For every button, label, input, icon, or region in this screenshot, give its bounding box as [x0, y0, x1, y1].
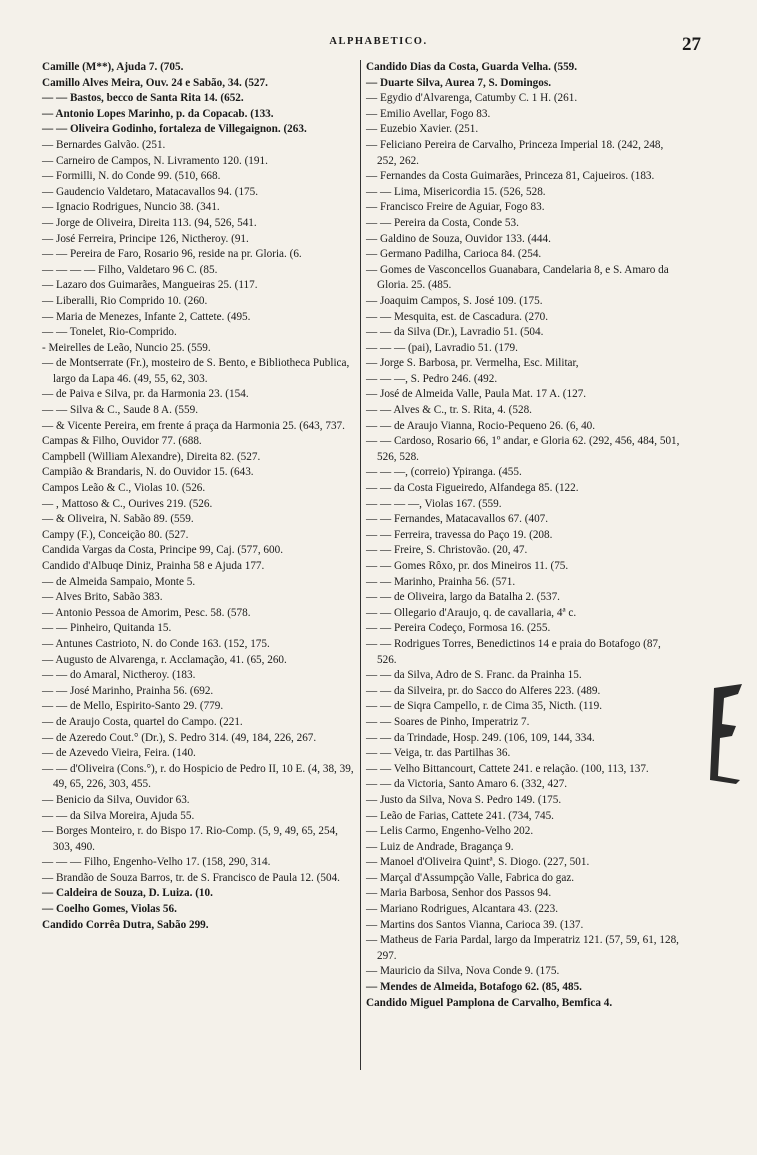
right-entry: — — Soares de Pinho, Imperatriz 7.: [366, 715, 530, 728]
left-entry: Campbell (William Alexandre), Direita 82. (527.: [42, 450, 261, 463]
right-entry: — — da Silva, Adro de S. Franc. da Prainha 15.: [366, 669, 582, 682]
right-entry: — Maria Barbosa, Senhor dos Passos 94.: [366, 887, 552, 900]
right-entry: — — de Araujo Vianna, Rocio-Pequeno 26. (6, 40.: [366, 419, 596, 432]
right-entry: — — Cardoso, Rosario 66, 1º andar, e Gloria 62. (292, 456, 484, 501, 526, 528.: [366, 435, 680, 463]
right-entry: — — da Trindade, Hosp. 249. (106, 109, 144, 334.: [366, 731, 595, 744]
left-entry: — , Mattoso & C., Ourives 219. (526.: [42, 497, 213, 510]
left-entry: Campy (F.), Conceição 80. (527.: [42, 528, 189, 541]
left-entry: — Antonio Pessoa de Amorim, Pesc. 58. (578.: [42, 606, 251, 619]
right-entry: — — Alves & C., tr. S. Rita, 4. (528.: [366, 404, 532, 417]
left-entry: — José Ferreira, Principe 126, Nictheroy. (91.: [42, 232, 249, 245]
left-entry: — — Tonelet, Rio-Comprido.: [42, 326, 177, 339]
running-title: ALPHABETICO.: [329, 36, 428, 47]
right-entry: — Mariano Rodrigues, Alcantara 43. (223.: [366, 903, 559, 916]
right-entry: — Galdino de Souza, Ouvidor 133. (444.: [366, 232, 551, 245]
right-entry: — Germano Padilha, Carioca 84. (254.: [366, 248, 542, 261]
left-entry: — de Azeredo Cout.° (Dr.), S. Pedro 314. (49, 184, 226, 267.: [42, 731, 317, 744]
left-entry: — — Pinheiro, Quitanda 15.: [42, 622, 172, 635]
left-entry: — & Vicente Pereira, em frente á praça da Harmonia 25. (643, 737.: [42, 419, 345, 432]
left-entry: — Formilli, N. do Conde 99. (510, 668.: [42, 170, 221, 183]
left-entry: — — do Amaral, Nictheroy. (183.: [42, 669, 196, 682]
left-entry: — de Montserrate (Fr.), mosteiro de S. Bento, e Bibliotheca Publica, largo da Lapa 46. (49, 55, 62, 303.: [42, 357, 350, 385]
left-entry: — Lazaro dos Guimarães, Mangueiras 25. (117.: [42, 279, 258, 292]
right-entry: — — da Silva (Dr.), Lavradio 51. (504.: [366, 326, 544, 339]
right-entry: — Francisco Freire de Aguiar, Fogo 83.: [366, 201, 545, 214]
page-number: 27: [682, 34, 701, 55]
right-entry: — Manoel d'Oliveira Quintª, S. Diogo. (227, 501.: [366, 856, 590, 869]
right-entry: — — Mesquita, est. de Cascadura. (270.: [366, 310, 549, 323]
right-entry: Candido Dias da Costa, Guarda Velha. (559.: [366, 61, 578, 73]
left-entry: — Coelho Gomes, Violas 56.: [42, 903, 177, 916]
left-entry: — Bernardes Galvão. (251.: [42, 138, 166, 151]
left-entry: — de Almeida Sampaio, Monte 5.: [42, 575, 196, 588]
left-entry: — Carneiro de Campos, N. Livramento 120. (191.: [42, 154, 268, 167]
right-entry: — Jorge S. Barbosa, pr. Vermelha, Esc. Militar,: [366, 357, 579, 370]
right-entry: — — da Costa Figueiredo, Alfandega 85. (122.: [366, 482, 579, 495]
left-entry: — Antonio Lopes Marinho, p. da Copacab. (133.: [42, 107, 274, 120]
right-entry: — Duarte Silva, Aurea 7, S. Domingos.: [366, 76, 552, 89]
right-entry: — — Velho Bittancourt, Cattete 241. e relação. (100, 113, 137.: [366, 762, 649, 775]
left-column: [42, 60, 358, 933]
left-entry: — Antunes Castrioto, N. do Conde 163. (152, 175.: [42, 637, 270, 650]
right-entry: — Euzebio Xavier. (251.: [366, 123, 479, 136]
right-entry: — Emilio Avellar, Fogo 83.: [366, 107, 491, 120]
left-entry: Campos Leão & C., Violas 10. (526.: [42, 482, 206, 495]
right-entry: — Feliciano Pereira de Carvalho, Princeza Imperial 18. (242, 248, 252, 262.: [366, 138, 664, 167]
left-entry: — — — Filho, Engenho-Velho 17. (158, 290, 314.: [42, 856, 271, 869]
left-entry: — Jorge de Oliveira, Direita 113. (94, 526, 541.: [42, 216, 257, 229]
right-entry: — — Rodrigues Torres, Benedictinos 14 e praia do Botafogo (87, 526.: [366, 637, 661, 666]
left-entry: — — da Silva Moreira, Ajuda 55.: [42, 809, 195, 822]
left-entry: — Liberalli, Rio Comprido 10. (260.: [42, 294, 208, 307]
left-entry: — Alves Brito, Sabão 383.: [42, 591, 163, 604]
right-entry: — — —, (correio) Ypiranga. (455.: [366, 466, 522, 479]
left-entry: — Gaudencio Valdetaro, Matacavallos 94. (175.: [42, 185, 259, 198]
left-entry: Campião & Brandaris, N. do Ouvidor 15. (643.: [42, 466, 254, 479]
right-entry: — — Pereira da Costa, Conde 53.: [366, 216, 519, 229]
right-entry: — Luiz de Andrade, Bragança 9.: [366, 840, 514, 853]
column-divider: [360, 60, 361, 1070]
left-entry: Camillo Alves Meira, Ouv. 24 e Sabão, 34. (527.: [42, 76, 268, 89]
left-entry: — — Oliveira Godinho, fortaleza de Villegaignon. (263.: [42, 123, 307, 136]
right-entry: — — —, S. Pedro 246. (492.: [366, 372, 498, 385]
page-header: [0, 34, 757, 54]
right-entry: — — Freire, S. Christovão. (20, 47.: [366, 544, 528, 557]
left-entry: — Caldeira de Souza, D. Luiza. (10.: [42, 887, 213, 900]
right-entry: Candido Miguel Pamplona de Carvalho, Bemfica 4.: [366, 996, 613, 1009]
right-entry: — — Pereira Codeço, Formosa 16. (255.: [366, 622, 551, 635]
right-entry: — Egydio d'Alvarenga, Catumby C. 1 H. (261.: [366, 92, 578, 105]
left-entry: Candida Vargas da Costa, Principe 99, Caj. (577, 600.: [42, 544, 284, 557]
left-entry: — Benicio da Silva, Ouvidor 63.: [42, 793, 190, 806]
right-entry: — — Marinho, Prainha 56. (571.: [366, 575, 516, 588]
right-entry: — — da Victoria, Santo Amaro 6. (332, 427.: [366, 778, 568, 791]
left-entry: — de Azevedo Vieira, Feira. (140.: [42, 747, 196, 760]
right-entry: — — Ferreira, travessa do Paço 19. (208.: [366, 528, 553, 541]
right-entry: — Mauricio da Silva, Nova Conde 9. (175.: [366, 965, 560, 978]
left-entry: — — Silva & C., Saude 8 A. (559.: [42, 404, 199, 417]
right-entry: — Martins dos Santos Vianna, Carioca 39. (137.: [366, 918, 584, 931]
right-column: [366, 60, 682, 1011]
right-entry: — — Fernandes, Matacavallos 67. (407.: [366, 513, 549, 526]
left-entry: — Borges Monteiro, r. do Bispo 17. Rio-Comp. (5, 9, 49, 65, 254, 303, 490.: [42, 825, 338, 853]
right-entry: — — Gomes Rôxo, pr. dos Mineiros 11. (75.: [366, 560, 569, 572]
left-entry: Camille (M**), Ajuda 7. (705.: [42, 61, 184, 73]
left-entry: — Brandão de Souza Barros, tr. de S. Francisco de Paula 12. (504.: [42, 871, 340, 884]
left-entry: — — Bastos, becco de Santa Rita 14. (652.: [42, 92, 244, 105]
page-clip-mark: [706, 684, 746, 784]
left-entry: Campas & Filho, Ouvidor 77. (688.: [42, 435, 202, 448]
right-entry: — Leão de Farias, Cattete 241. (734, 745.: [366, 809, 554, 822]
right-entry: — — de Oliveira, largo da Batalha 2. (537.: [366, 591, 560, 604]
right-entry: — Lelis Carmo, Engenho-Velho 202.: [366, 825, 534, 838]
left-entry: — — de Mello, Espirito-Santo 29. (779.: [42, 700, 224, 713]
right-entry: — — — —, Violas 167. (559.: [366, 497, 502, 510]
left-entry: — & Oliveira, N. Sabão 89. (559.: [42, 513, 194, 526]
right-entry: — Gomes de Vasconcellos Guanabara, Candelaria 8, e S. Amaro da Gloria. 25. (485.: [366, 263, 669, 292]
right-entry: — Mendes de Almeida, Botafogo 62. (85, 485.: [366, 981, 582, 994]
right-entry: — — Veiga, tr. das Partilhas 36.: [366, 747, 511, 760]
right-entry: — Joaquim Campos, S. José 109. (175.: [366, 294, 543, 307]
right-entry: — — da Silveira, pr. do Sacco do Alferes 223. (489.: [366, 684, 601, 697]
right-entry: — Fernandes da Costa Guimarães, Princeza 81, Cajueiros. (183.: [366, 170, 655, 183]
left-entry: — Maria de Menezes, Infante 2, Cattete. (495.: [42, 310, 251, 323]
right-entry: — — de Siqra Campello, r. de Cima 35, Nicth. (119.: [366, 700, 603, 713]
left-entry: Candido d'Albuqe Diniz, Prainha 58 e Ajuda 177.: [42, 560, 265, 572]
left-entry: — — — — Filho, Valdetaro 96 C. (85.: [42, 263, 218, 276]
left-entry: — — José Marinho, Prainha 56. (692.: [42, 684, 214, 697]
left-entry: — Ignacio Rodrigues, Nuncio 38. (341.: [42, 201, 220, 214]
left-entry: — — d'Oliveira (Cons.°), r. do Hospicio de Pedro II, 10 E. (4, 38, 39, 49, 65, 226, 303, 455.: [42, 762, 354, 791]
left-entry: Candido Corrêa Dutra, Sabão 299.: [42, 918, 209, 931]
right-entry: — Matheus de Faria Pardal, largo da Imperatriz 121. (57, 59, 61, 128, 297.: [366, 934, 679, 962]
right-entry: — José de Almeida Valle, Paula Mat. 17 A. (127.: [366, 388, 587, 401]
right-entry: — — Lima, Misericordia 15. (526, 528.: [366, 185, 546, 198]
right-entry: — — Ollegario d'Araujo, q. de cavallaria, 4ª c.: [366, 606, 577, 619]
left-entry: - Meirelles de Leão, Nuncio 25. (559.: [42, 341, 211, 354]
right-entry: — Marçal d'Assumpção Valle, Fabrica do gaz.: [366, 871, 575, 884]
left-entry: — de Araujo Costa, quartel do Campo. (221.: [42, 715, 243, 728]
right-entry: — Justo da Silva, Nova S. Pedro 149. (175.: [366, 793, 562, 806]
left-entry: — — Pereira de Faro, Rosario 96, reside na pr. Gloria. (6.: [42, 248, 302, 261]
left-entry: — de Paiva e Silva, pr. da Harmonia 23. (154.: [42, 388, 249, 401]
left-entry: — Augusto de Alvarenga, r. Acclamação, 41. (65, 260.: [42, 653, 287, 666]
right-entry: — — — (pai), Lavradio 51. (179.: [366, 341, 518, 354]
